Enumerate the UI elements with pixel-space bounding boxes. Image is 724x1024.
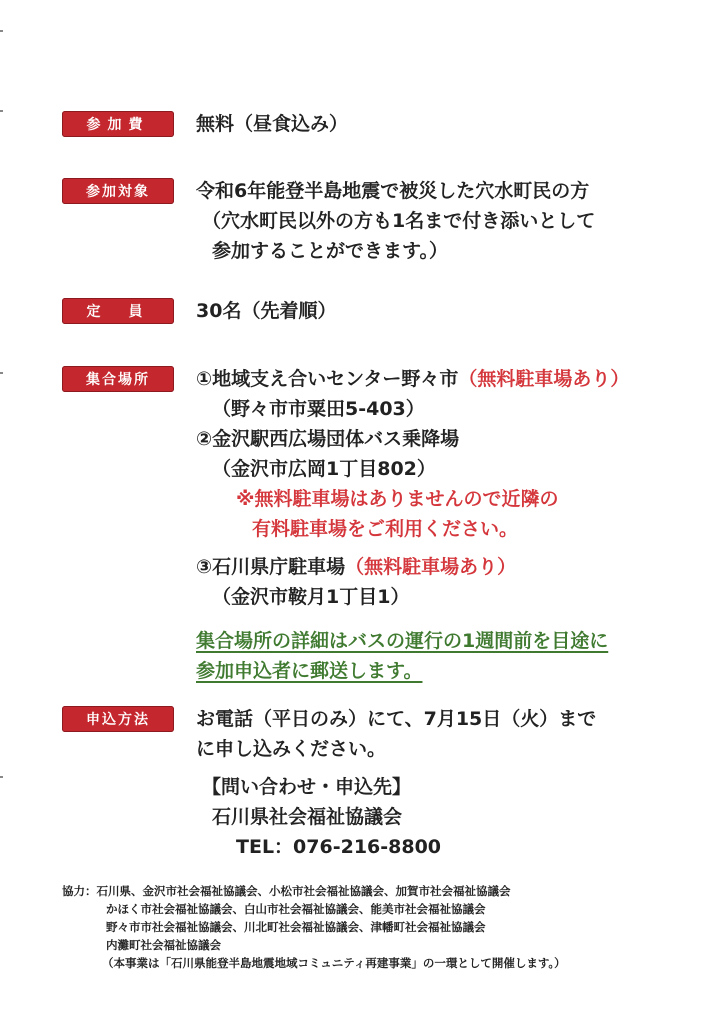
meeting-place-2-warning-2: 有料駐車場をご利用ください。 bbox=[252, 518, 519, 540]
meeting-place-1-address: （野々市市粟田5-403） bbox=[212, 398, 425, 420]
target-text-1: 令和6年能登半島地震で被災した穴水町民の方 bbox=[196, 180, 590, 202]
meeting-detail-2: 参加申込者に郵送します。 bbox=[196, 660, 423, 682]
meeting-place-2-warning-1: ※無料駐車場はありませんので近隣の bbox=[236, 488, 559, 510]
contact-phone: TEL：076-216-8800 bbox=[236, 836, 442, 858]
meeting-place-3-address: （金沢市鞍月1丁目1） bbox=[212, 586, 410, 608]
cooperation-line-4: 内灘町社会福祉協議会 bbox=[106, 938, 221, 952]
target-section bbox=[62, 178, 595, 266]
apply-text-2: に申し込みください。 bbox=[196, 738, 387, 760]
meeting-place-3-parking-note: （無料駐車場あり） bbox=[345, 556, 517, 578]
contact-heading: 【問い合わせ・申込先】 bbox=[202, 776, 412, 798]
cooperation-block bbox=[62, 882, 566, 972]
apply-section bbox=[62, 706, 596, 862]
fee-label: 参加費 bbox=[62, 111, 174, 137]
scan-mark bbox=[0, 30, 3, 32]
meeting-place-2-name: ②金沢駅西広場団体バス乗降場 bbox=[196, 428, 460, 450]
cooperation-line-2: かほく市社会福祉協議会、白山市社会福祉協議会、能美市社会福祉協議会 bbox=[106, 902, 486, 916]
cooperation-note: （本事業は「石川県能登半島地震地域コミュニティ再建事業」の一環として開催します。） bbox=[102, 956, 566, 970]
meeting-place-1 bbox=[196, 364, 629, 394]
capacity-label: 定 員 bbox=[62, 298, 174, 324]
fee-text: 無料（昼食込み） bbox=[196, 113, 349, 135]
meeting-section bbox=[62, 366, 629, 686]
meeting-place-1-name: ①地域支え合いセンター野々市 bbox=[196, 368, 459, 390]
meeting-detail-1: 集合場所の詳細はバスの運行の1週間前を目途に bbox=[196, 630, 609, 652]
target-text-3: 参加することができます。） bbox=[212, 240, 448, 262]
capacity-text: 30名（先着順） bbox=[196, 300, 337, 322]
capacity-section bbox=[62, 298, 336, 326]
target-label: 参加対象 bbox=[62, 178, 174, 204]
scan-mark bbox=[0, 110, 3, 112]
fee-section bbox=[62, 111, 348, 139]
apply-label: 申込方法 bbox=[62, 706, 174, 732]
cooperation-line-1: 協力：石川県、金沢市社会福祉協議会、小松市社会福祉協議会、加賀市社会福祉協議会 bbox=[62, 884, 511, 898]
contact-organization: 石川県社会福祉協議会 bbox=[212, 806, 403, 828]
scan-mark bbox=[0, 372, 3, 374]
apply-text-1: お電話（平日のみ）にて、7月15日（火）まで bbox=[196, 708, 597, 730]
target-text-2: （穴水町民以外の方も1名まで付き添いとして bbox=[202, 210, 596, 232]
meeting-place-1-parking-note: （無料駐車場あり） bbox=[458, 368, 630, 390]
meeting-place-2-address: （金沢市広岡1丁目802） bbox=[212, 458, 436, 480]
meeting-label: 集合場所 bbox=[62, 366, 174, 392]
meeting-place-3-name: ③石川県庁駐車場 bbox=[196, 556, 346, 578]
cooperation-line-3: 野々市市社会福祉協議会、川北町社会福祉協議会、津幡町社会福祉協議会 bbox=[106, 920, 486, 934]
meeting-place-3 bbox=[196, 552, 629, 582]
scan-mark bbox=[0, 776, 3, 778]
